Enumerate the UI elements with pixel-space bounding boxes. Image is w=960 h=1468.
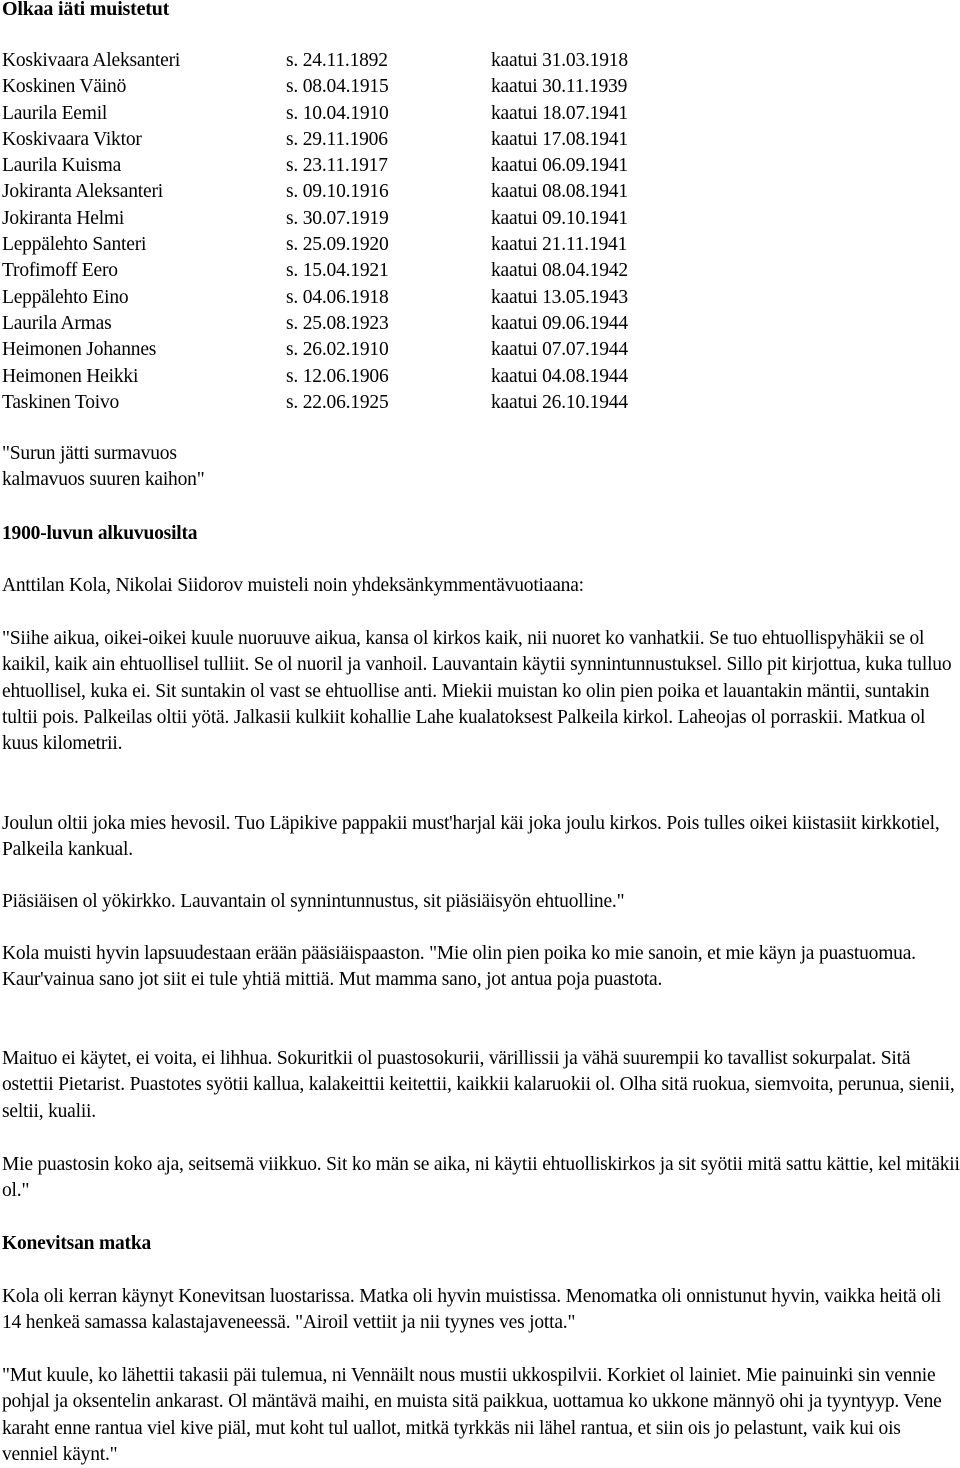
roster-death-date: kaatui 07.07.1944: [491, 339, 628, 361]
roster-row: [2, 179, 960, 205]
paragraph-storm: "Mut kuule, ko lähettii takasii päi tulemua, ni Vennäilt nous mustii ukkospilvii. Korkiet ol lainiet. Mie painuinki sin vennie pohjal ja oksentelin ankarast. Ol mäntävä maihi, en muista sitä paikkua, uottamua ko ukkone männyö ohi ja tyyntyyp. Vene karaht enne rantua viel kive piäl, mut koht tul uallot, mitkä tyrkkäs nii lähel rantua, et siin ois jo pelastunt, vaik kui ois venniel käynt.": [2, 1365, 942, 1465]
roster-row: [2, 48, 960, 74]
paragraph-christmas: Joulun oltii joka mies hevosil. Tuo Läpikive pappakii must'harjal käi joka joulu kirkos. Pois tulles oikei kiistasiit kirkkotiel, Palkeila kankual.: [2, 813, 940, 861]
paragraph-intro: Anttilan Kola, Nikolai Siidorov muisteli noin yhdeksänkymmentävuotiaana:: [2, 575, 584, 596]
roster-name: Jokiranta Helmi: [2, 207, 125, 229]
roster-death-date: kaatui 18.07.1941: [491, 102, 628, 124]
roster-born-date: s. 10.04.1910: [286, 102, 389, 124]
roster-born-date: s. 15.04.1921: [286, 260, 389, 282]
roster-death-date: kaatui 06.09.1941: [491, 155, 628, 177]
roster-born-date: s. 12.06.1906: [286, 365, 389, 387]
roster-row: [2, 127, 960, 153]
paragraph-easter: Piäsiäisen ol yökirkko. Lauvantain ol synnintunnustus, sit piäsiäisyön ehtuolline.": [2, 891, 625, 912]
roster-death-date: kaatui 09.06.1944: [491, 312, 628, 334]
memorial-roster: [2, 48, 960, 416]
roster-name: Taskinen Toivo: [2, 391, 120, 413]
roster-row: [2, 337, 960, 363]
roster-born-date: s. 22.06.1925: [286, 391, 389, 413]
roster-row: [2, 153, 960, 179]
roster-name: Jokiranta Aleksanteri: [2, 181, 163, 203]
roster-born-date: s. 08.04.1915: [286, 76, 389, 98]
roster-born-date: s. 24.11.1892: [286, 50, 388, 71]
roster-born-date: s. 26.02.1910: [286, 339, 389, 361]
roster-death-date: kaatui 09.10.1941: [491, 207, 628, 229]
page-title: Olkaa iäti muistetut: [2, 0, 170, 20]
roster-row: [2, 285, 960, 311]
roster-name: Heimonen Johannes: [2, 339, 157, 361]
roster-row: [2, 364, 960, 390]
roster-row: [2, 74, 960, 100]
roster-row: [2, 258, 960, 284]
paragraph-konevitsa-trip: Kola oli kerran käynyt Konevitsan luostarissa. Matka oli hyvin muistissa. Menomatka oli onnistunut hyvin, vaikka heitä oli 14 henkeä samassa kalastajaveneessä. "Airoil vettiit ja nii tyynes ves jotta.": [2, 1286, 942, 1334]
poem-quote: [2, 441, 204, 494]
roster-name: Koskivaara Viktor: [2, 128, 142, 150]
roster-name: Leppälehto Santeri: [2, 234, 147, 256]
roster-death-date: kaatui 17.08.1941: [491, 128, 628, 150]
roster-row: [2, 101, 960, 127]
roster-name: Laurila Eemil: [2, 102, 108, 124]
roster-born-date: s. 30.07.1919: [286, 207, 389, 229]
roster-death-date: kaatui 21.11.1941: [491, 234, 628, 256]
roster-name: Trofimoff Eero: [2, 260, 118, 282]
roster-death-date: kaatui 04.08.1944: [491, 365, 628, 387]
roster-name: Laurila Kuisma: [2, 155, 122, 177]
paragraph-fasting-end: Mie puastosin koko aja, seitsemä viikkuo. Sit ko män se aika, ni käytii ehtuolliskirkos ja sit syötii mitä sattu kättie, kel mitäkii ol.": [2, 1154, 960, 1202]
roster-name: Laurila Armas: [2, 312, 112, 334]
roster-death-date: kaatui 30.11.1939: [491, 76, 628, 98]
roster-row: [2, 206, 960, 232]
roster-row: [2, 311, 960, 337]
roster-born-date: s. 23.11.1917: [286, 155, 388, 177]
roster-born-date: s. 25.09.1920: [286, 234, 389, 256]
roster-death-date: kaatui 26.10.1944: [491, 391, 628, 413]
roster-name: Koskinen Väinö: [2, 76, 127, 98]
roster-born-date: s. 25.08.1923: [286, 312, 389, 334]
roster-death-date: kaatui 08.08.1941: [491, 181, 628, 203]
roster-name: Heimonen Heikki: [2, 365, 139, 387]
paragraph-church-memories: "Siihe aikua, oikei-oikei kuule nuoruuve aikua, kansa ol kirkos kaik, nii nuoret ko vanhatkii. Se tuo ehtuollispyhäkii se ol kaikil, kaik ain ehtuollisel tulliit. Se ol nuoril ja vanhoil. Lauvantain käytii synnintunnustuksel. Sillo pit kirjottua, kuka tulluo ehtuollisel, kuka ei. Sit suntakin ol vast se ehtuollise anti. Miekii muistan ko olin pien poika et lauantakin mäntii, suntakin tultii pois. Palkeilas oltii yötä. Jalkasii kulkiit kohallie Lahe kualatoksest Palkeila kirkol. Laheojas ol porraskii. Matkua ol kuus kilometrii.: [2, 628, 952, 755]
roster-death-date: kaatui 31.03.1918: [491, 50, 628, 71]
quote-line: "Surun jätti surmavuos: [2, 443, 177, 464]
quote-line: kalmavuos suuren kaihon": [2, 469, 205, 491]
roster-row: [2, 390, 960, 416]
roster-name: Koskivaara Aleksanteri: [2, 50, 181, 71]
roster-born-date: s. 04.06.1918: [286, 286, 389, 308]
roster-death-date: kaatui 13.05.1943: [491, 286, 628, 308]
section-heading-1900s: 1900-luvun alkuvuosilta: [2, 523, 198, 544]
section-heading-konevitsa: Konevitsan matka: [2, 1233, 152, 1254]
roster-born-date: s. 09.10.1916: [286, 181, 389, 203]
roster-name: Leppälehto Eino: [2, 286, 129, 308]
paragraph-lent: Kola muisti hyvin lapsuudestaan erään pääsiäispaaston. "Mie olin pien poika ko mie sanoin, et mie käyn ja puastuomua. Kaur'vainua sano jot siit ei tule yhtiä mittiä. Mut mamma sano, jot antua poja puastota.: [2, 943, 916, 991]
roster-row: [2, 232, 960, 258]
paragraph-fasting-food: Maituo ei käytet, ei voita, ei lihhua. Sokuritkii ol puastosokurii, värillissii ja vähä suurempii ko tavallist sokurpalat. Sitä ostettii Pietarist. Puastotes syötii kallua, kalakeittii keitettii, kaikkii kalaruokii ol. Olha sitä ruokua, siemvoita, perunua, sienii, seltii, kualii.: [2, 1048, 955, 1122]
roster-born-date: s. 29.11.1906: [286, 128, 388, 150]
roster-death-date: kaatui 08.04.1942: [491, 260, 628, 282]
